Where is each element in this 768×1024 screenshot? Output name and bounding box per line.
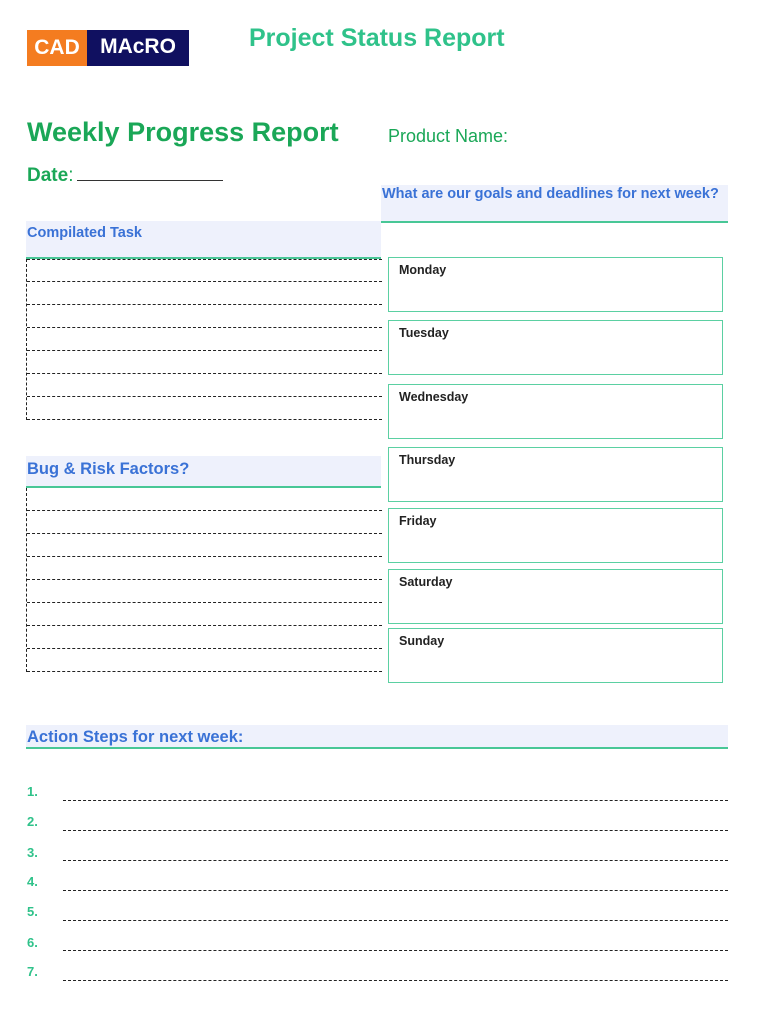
day-box-thursday[interactable]: [388, 447, 723, 502]
action-step-line[interactable]: [63, 950, 728, 951]
action-step-number: 4.: [27, 874, 38, 889]
compiled-task-header-text: Compilated Task: [27, 225, 142, 241]
compiled-task-row[interactable]: [27, 282, 382, 305]
day-label: Friday: [399, 514, 437, 528]
day-label: Monday: [399, 263, 447, 277]
action-step-line[interactable]: [63, 980, 728, 981]
logo-macro-part: MAcRO: [87, 30, 189, 66]
action-step-line[interactable]: [63, 860, 728, 861]
action-steps-header-text: Action Steps for next week:: [27, 728, 244, 746]
company-logo: [27, 30, 189, 66]
day-box-wednesday[interactable]: [388, 384, 723, 439]
report-title: Weekly Progress Report: [27, 117, 339, 147]
compiled-task-row[interactable]: [27, 305, 382, 328]
compiled-task-table: [26, 259, 382, 420]
action-step-line[interactable]: [63, 890, 728, 891]
logo-cad-part: CAD: [27, 30, 87, 66]
bug-risk-row[interactable]: [27, 649, 382, 672]
compiled-task-row[interactable]: [27, 328, 382, 351]
day-label: Sunday: [399, 634, 445, 648]
bug-risk-header: [26, 456, 381, 488]
bug-risk-header-text: Bug & Risk Factors?: [27, 460, 190, 478]
bug-risk-row[interactable]: [27, 580, 382, 603]
action-step-number: 1.: [27, 784, 38, 799]
action-step-number: 5.: [27, 904, 38, 919]
bug-risk-row[interactable]: [27, 511, 382, 534]
bug-risk-row[interactable]: [27, 557, 382, 580]
action-step-line[interactable]: [63, 800, 728, 801]
bug-risk-row[interactable]: [27, 488, 382, 511]
compiled-task-row[interactable]: [27, 374, 382, 397]
bug-risk-table: [26, 488, 382, 672]
day-box-friday[interactable]: [388, 508, 723, 563]
bug-risk-row[interactable]: [27, 603, 382, 626]
bug-risk-row[interactable]: [27, 534, 382, 557]
compiled-task-header: [26, 221, 381, 259]
day-label: Saturday: [399, 575, 453, 589]
date-colon: :: [68, 165, 74, 186]
action-step-number: 7.: [27, 964, 38, 979]
action-steps-header: [26, 725, 728, 749]
date-field[interactable]: [77, 162, 223, 181]
day-label: Wednesday: [399, 390, 469, 404]
goals-header: [381, 185, 728, 223]
day-box-monday[interactable]: [388, 257, 723, 312]
day-box-saturday[interactable]: [388, 569, 723, 624]
document-title: Project Status Report: [249, 24, 505, 52]
action-step-line[interactable]: [63, 830, 728, 831]
compiled-task-row[interactable]: [27, 259, 382, 282]
day-label: Tuesday: [399, 326, 449, 340]
action-step-line[interactable]: [63, 920, 728, 921]
goals-header-text: What are our goals and deadlines for next week?: [382, 186, 719, 202]
day-label: Thursday: [399, 453, 456, 467]
action-step-number: 2.: [27, 814, 38, 829]
bug-risk-row[interactable]: [27, 626, 382, 649]
compiled-task-row[interactable]: [27, 397, 382, 420]
compiled-task-row[interactable]: [27, 351, 382, 374]
date-row: [27, 162, 223, 187]
product-name-label: Product Name:: [388, 126, 509, 146]
action-step-number: 6.: [27, 935, 38, 950]
date-label: Date: [27, 165, 69, 186]
action-step-number: 3.: [27, 845, 38, 860]
day-box-sunday[interactable]: [388, 628, 723, 683]
day-box-tuesday[interactable]: [388, 320, 723, 375]
